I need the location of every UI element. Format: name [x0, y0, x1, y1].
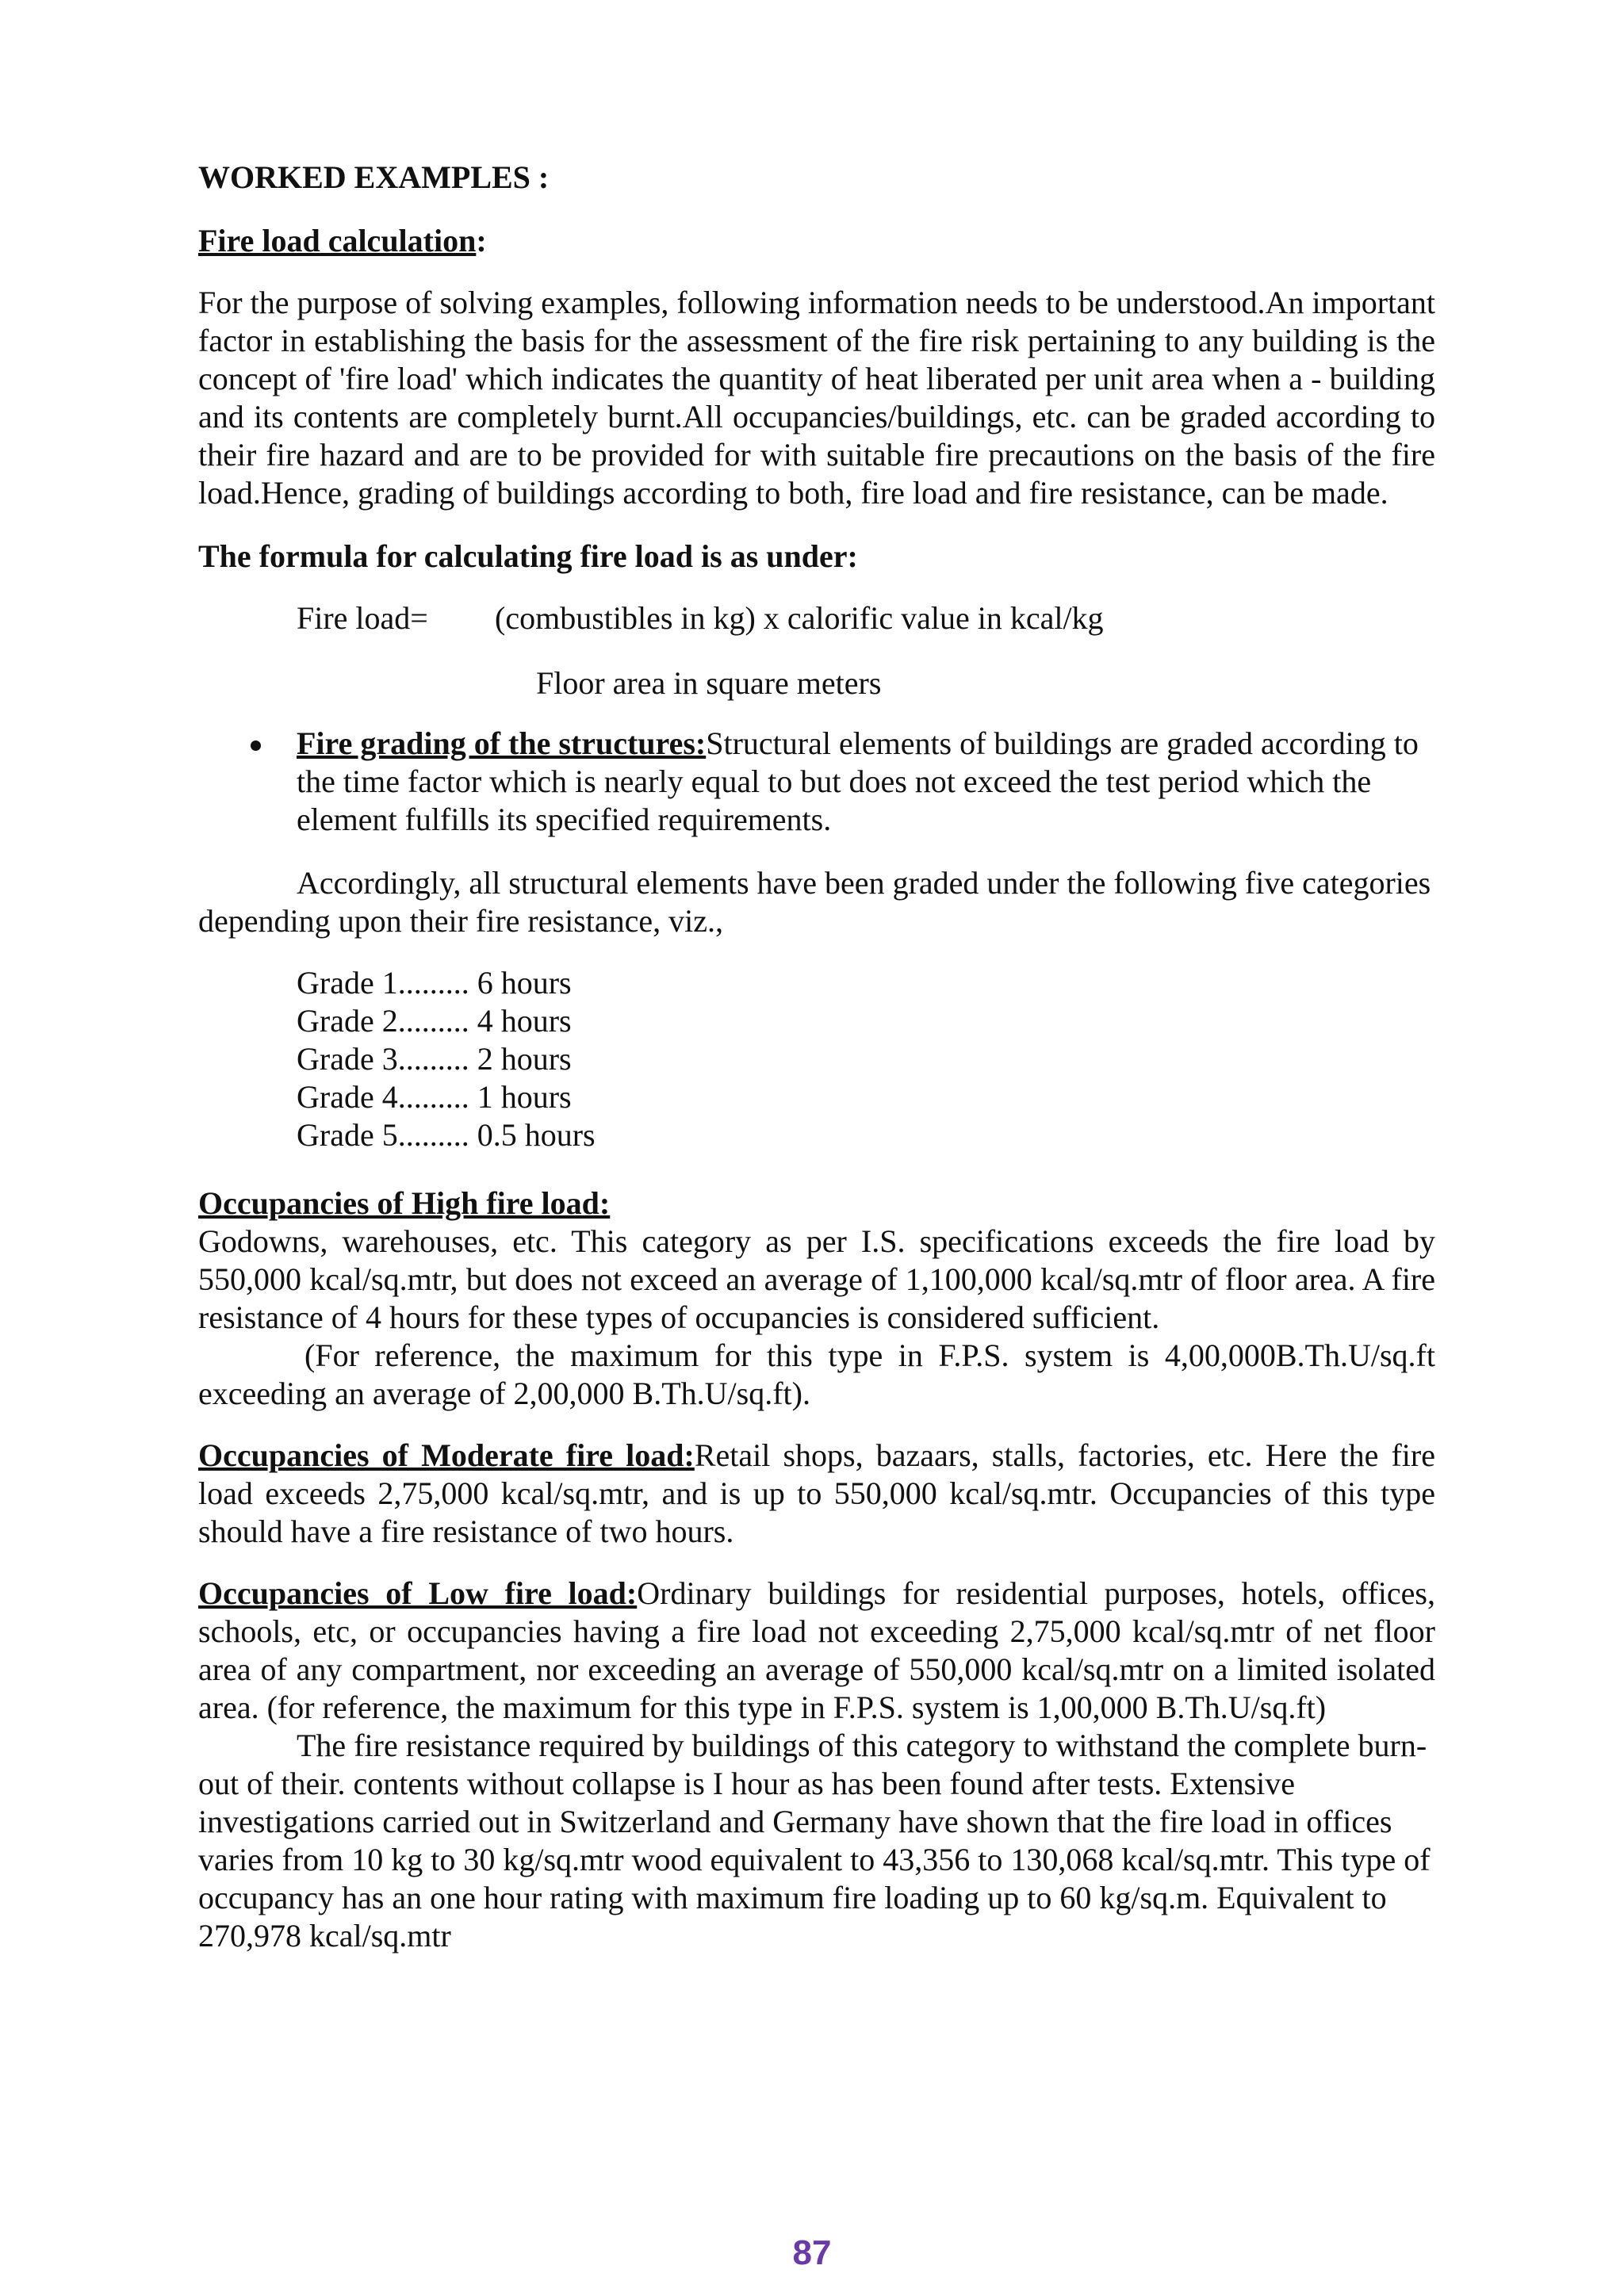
high-fire-load-heading: Occupancies of High fire load: — [198, 1185, 611, 1221]
high-fire-load-section — [198, 1184, 1435, 1413]
moderate-fire-load-text: Retail shops, bazaars, stalls, factories, etc. Here the fire load exceeds 2,75,000 kcal/sq.mtr, and is up to 550,000 kcal/sq.mtr. Occupancies of this type should have a fire resistance of two hours. — [198, 1437, 1435, 1549]
low-fire-load-heading: Occupancies of Low fire load: — [198, 1575, 638, 1611]
moderate-fire-load-heading: Occupancies of Moderate fire load: — [198, 1437, 695, 1473]
fire-grading-label: Fire grading of the structures: — [297, 725, 707, 761]
fire-grading-text: Structural elements of buildings are graded according to the time factor which is nearly equal to but does not exceed the test period which the element fulfills its specified requirements. — [297, 725, 1419, 837]
fire-load-heading-text: Fire load calculation — [198, 223, 477, 258]
low-fire-load-text: Ordinary buildings for residential purposes, hotels, offices, schools, etc, or occupancies having a fire load not exceeding 2,75,000 kcal/sq.mtr of net floor area of any compartment, nor exceeding an average of 550,000 kcal/sq.mtr on a limited isolated area. (for reference, the maximum for this type in F.P.S. system is 1,00,000 B.Th.U/sq.ft) — [198, 1575, 1435, 1725]
formula-denominator: Floor area in square meters — [536, 665, 882, 701]
page-title: WORKED EXAMPLES : — [198, 159, 550, 195]
grade-item: Grade 1......... 6 hours — [297, 965, 572, 1001]
moderate-fire-load-paragraph — [198, 1437, 1435, 1551]
grade-item: Grade 4......... 1 hours — [297, 1079, 572, 1115]
document-page — [198, 159, 1435, 1979]
low-fire-load-paragraph — [198, 1575, 1435, 1727]
high-fire-load-reference: (For reference, the maximum for this type in F.P.S. system is 4,00,000B.Th.U/sq.ft exceeding an average of 2,00,000 B.Th.U/sq.ft). — [198, 1337, 1435, 1411]
intro-paragraph: For the purpose of solving examples, following information needs to be understood.An important factor in establishing the basis for the assessment of the fire risk pertaining to any building is the concept of 'fire load' which indicates the quantity of heat liberated per unit area when a - building and its contents are completely burnt.All occupancies/buildings, etc. can be graded according to their fire hazard and are to be provided for with suitable fire precautions on the basis of the fire load.Hence, grading of buildings according to both, fire load and fire resistance, can be made. — [198, 285, 1435, 511]
low-fire-load-resistance: The fire resistance required by buildings of this category to withstand the complete burn-out of their. contents without collapse is I hour as has been found after tests. Extensive investigations carried out in Switzerland and Germany have shown that the fire load in offices varies from 10 kg to 30 kg/sq.mtr wood equivalent to 43,356 to 130,068 kcal/sq.mtr. This type of occupancy has an one hour rating with maximum fire loading up to 60 kg/sq.m. Equivalent to 270,978 kcal/sq.mtr — [198, 1728, 1431, 1954]
fire-load-formula — [297, 599, 1435, 702]
bullet-icon — [251, 740, 261, 751]
grading-intro: Accordingly, all structural elements have been graded under the following five categories depending upon their fire resistance, viz., — [198, 865, 1431, 939]
grade-item: Grade 3......... 2 hours — [297, 1041, 572, 1077]
fire-load-heading — [198, 222, 1435, 260]
fire-grading-bullet — [297, 725, 1435, 839]
low-fire-load-section — [198, 1575, 1435, 1955]
moderate-fire-load-section — [198, 1437, 1435, 1551]
page-number: 87 — [792, 2233, 832, 2272]
grade-item: Grade 2......... 4 hours — [297, 1003, 572, 1039]
formula-numerator: (combustibles in kg) x calorific value in kcal/kg — [495, 600, 1104, 636]
high-fire-load-text: Godowns, warehouses, etc. This category as per I.S. specifications exceeds the fire load by 550,000 kcal/sq.mtr, but does not exceed an average of 1,100,000 kcal/sq.mtr of floor area. A fire resistance of 4 hours for these types of occupancies is considered sufficient. — [198, 1223, 1435, 1335]
formula-lhs: Fire load= — [297, 600, 428, 636]
fire-load-heading-colon: : — [476, 223, 487, 258]
grade-item: Grade 5......... 0.5 hours — [297, 1117, 596, 1153]
grade-list — [297, 964, 1435, 1154]
formula-title: The formula for calculating fire load is as under: — [198, 538, 858, 574]
